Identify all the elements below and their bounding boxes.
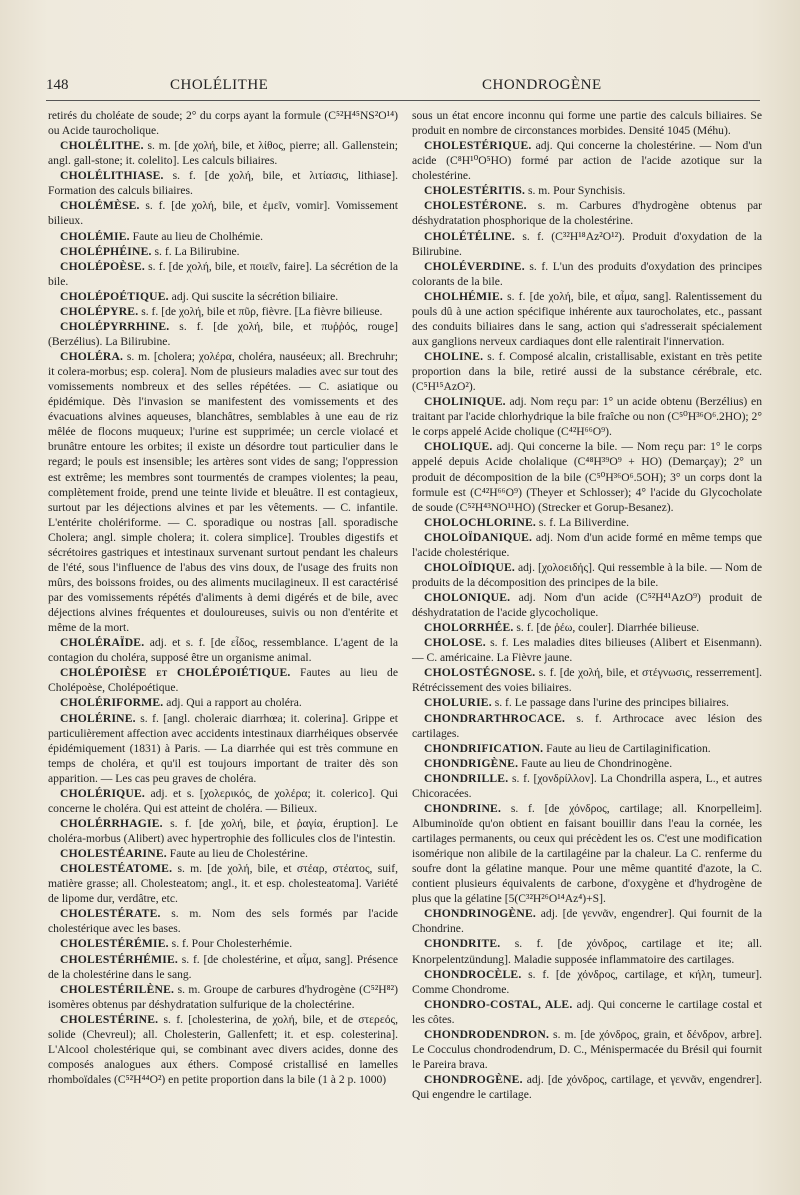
dictionary-entry <box>412 711 762 741</box>
entry-headword: CHOLESTÉRITIS. <box>424 184 526 198</box>
dictionary-entry <box>412 620 762 635</box>
dictionary-entry <box>412 229 762 259</box>
entry-definition: adj. Nom d'un acide (C⁵²H⁴¹AzO⁹) produit de déshydratation de l'acide glycocholique. <box>412 591 762 620</box>
dictionary-entry <box>412 590 762 620</box>
entry-headword: CHOLÉRAÏDE. <box>60 636 145 650</box>
dictionary-entry <box>48 244 398 259</box>
entry-headword: CHOLOÏDIQUE. <box>424 560 515 574</box>
entry-definition: s. f. [de χολή, bile, et στέγνωσις, resserrement]. Rétrécissement des voies biliaires. <box>412 666 762 695</box>
left-column <box>48 108 398 1087</box>
dictionary-entry <box>412 530 762 560</box>
dictionary-entry <box>48 861 398 906</box>
dictionary-entry <box>48 108 398 138</box>
entry-headword: CHOLÉVERDINE. <box>424 259 525 273</box>
dictionary-entry <box>48 906 398 936</box>
entry-headword: CHOLÉRIQUE. <box>60 786 145 800</box>
entry-definition: s. f. Composé alcalin, cristallisable, existant en très petite proportion dans la bile, retiré aussi de la substance cérébrale, etc. (C⁵H¹⁵AzO²). <box>412 350 762 394</box>
entry-headword: CHOLESTÉRATE. <box>60 907 161 921</box>
entry-headword: CHOLOSTÉGNOSE. <box>424 666 536 680</box>
dictionary-entry <box>412 108 762 138</box>
entry-definition: Faute au lieu de Chondrinogène. <box>518 756 673 770</box>
entry-definition: Faute au lieu de Cartilaginification. <box>543 741 711 755</box>
right-running-head: CHONDROGÈNE <box>482 77 602 93</box>
entry-definition: adj. Qui concerne la bile. — Nom reçu par: 1° le corps appelé depuis Acide cholalique (C⁴⁸H³⁹O⁹ + HO) (Demarçay); 2° un produit de décomposition de la bile (C⁵⁰H³⁶O⁶.5OH); 3° un corps dont la formule est (C⁴²H⁶⁶O⁹) (Theyer et Schlosser); 4° l'acide du Glycocholate de soude (C⁵²H⁴³NO¹¹HO) (Strecker et Gorup-Besanez). <box>412 440 762 514</box>
entry-definition: Faute au lieu de Cholestérine. <box>166 847 308 861</box>
entry-headword: CHOLHÉMIE. <box>424 289 503 303</box>
entry-definition: s. f. [de χολή, bile, et ποιεῖν, faire]. La sécrétion de la bile. <box>48 259 398 288</box>
dictionary-entry <box>412 289 762 349</box>
entry-definition: adj. Qui a rapport au choléra. <box>163 696 302 710</box>
entry-headword: CHOLURIE. <box>424 696 492 710</box>
dictionary-entry <box>412 756 762 771</box>
entry-definition: s. f. [angl. choleraic diarrhœa; it. colerina]. Grippe et particulièrement affection avec accidents intestinaux diarrhéiques observée épidémiquement (1831) à Paris. — La diarrhée qui est très commune en temps de choléra, et qu'il est toujours important de traiter dès son apparition. — Les cas peu graves de choléra. <box>48 711 398 785</box>
entry-definition: adj. [de γεννᾶν, engendrer]. Qui fournit de la Chondrine. <box>412 907 762 936</box>
entry-headword: CHOLESTÉRILÈNE. <box>60 982 175 996</box>
dictionary-entry <box>412 936 762 966</box>
entry-headword: CHOLÉRINE. <box>60 711 136 725</box>
dictionary-entry <box>412 349 762 394</box>
entry-definition: adj. et s. f. [de εἶδος, ressemblance. L'agent de la contagion du choléra, supposé être un organisme animal. <box>48 636 398 665</box>
entry-definition: s. m. Carbures d'hydrogène obtenus par déshydratation phosphorique de la cholestérine. <box>412 199 762 228</box>
entry-headword: CHONDRODENDRON. <box>424 1027 550 1041</box>
running-header <box>46 77 760 99</box>
entry-definition: s. m. [de χόνδρος, grain, et δένδρον, arbre]. Le Cocculus chondrodendrum, D. C., Ménispermacée du Brésil qui fournit le Pareira brava. <box>412 1027 762 1071</box>
dictionary-entry <box>412 967 762 997</box>
dictionary-entry <box>412 771 762 801</box>
entry-definition: adj. et s. [χολερικός, de χολέρα; it. colerico]. Qui concerne le choléra. Qui est atteint de choléra. — Bilieux. <box>48 786 398 815</box>
dictionary-entry <box>412 695 762 710</box>
entry-definition: s. f. Arthrocace avec lésion des cartilages. <box>412 711 762 740</box>
dictionary-entry <box>412 183 762 198</box>
entry-definition: s. f. [χονδρίλλον]. La Chondrilla aspera, L., et autres Chicoracées. <box>412 771 762 800</box>
dictionary-entry <box>48 259 398 289</box>
dictionary-entry <box>48 138 398 168</box>
entry-headword: CHOLÉLITHIASE. <box>60 169 164 183</box>
dictionary-entry <box>48 711 398 786</box>
entry-headword: CHOLÉPYRRHINE. <box>60 319 170 333</box>
entry-headword: CHOLESTÉARINE. <box>60 847 167 861</box>
entry-definition: s. m. Pour Synchisis. <box>525 184 626 198</box>
dictionary-entry <box>412 560 762 590</box>
entry-headword: CHONDRINOGÈNE. <box>424 907 536 921</box>
entry-definition: s. f. [de cholestérine, et αἷμα, sang]. Présence de la cholestérine dans le sang. <box>48 952 398 981</box>
entry-definition: adj. Nom reçu par: 1° un acide obtenu (Berzélius) en traitant par l'acide chlorhydrique la bile fraîche ou non (C⁵⁰H³⁶O⁶.2HO); 2° le corps appelé Acide cholique (C⁴²H⁶⁶O⁹). <box>412 395 762 439</box>
dictionary-entry <box>412 259 762 289</box>
entry-headword: CHOLÉPYRE. <box>60 304 139 318</box>
entry-headword: CHOLÉTÉLINE. <box>424 229 515 243</box>
dictionary-entry <box>48 349 398 635</box>
dictionary-entry <box>48 816 398 846</box>
entry-definition: s. f. (C³²H¹⁸Az²O¹²). Produit d'oxydation de la Bilirubine. <box>412 229 762 258</box>
entry-headword: CHONDRIFICATION. <box>424 741 544 755</box>
dictionary-entry <box>412 138 762 183</box>
entry-headword: CHOLÉPHÉINE. <box>60 244 152 258</box>
entry-definition: s. f. [de χολή, bile, et λιτίασις, lithiase]. Formation des calculs biliaires. <box>48 169 398 198</box>
entry-headword: CHONDRILLE. <box>424 771 509 785</box>
entry-definition: s. f. Pour Cholesterhémie. <box>168 937 293 951</box>
entry-definition: adj. [χολοειδής]. Qui ressemble à la bile. — Nom de produits de la décomposition des principes de la bile. <box>412 560 762 589</box>
entry-definition: s. m. [de χολή, bile, et λίθος, pierre; all. Gallenstein; angl. gall-stone; it. colelito]. Les calculs biliaires. <box>48 139 398 168</box>
entry-headword: CHOLÉPOIÈSE et CHOLÉPOIÉTIQUE. <box>60 666 291 680</box>
entry-definition: s. f. [de χόνδρος, cartilage; all. Knorpelleim]. Albuminoïde qu'on obtient en faisant bouillir dans l'eau la cornée, les cartilages permanents, ou ceux qui précèdent les os. C'est une modification isomérique non alibile de la cartilagéine par la chaleur. La C. renferme du soufre dont la gélatine manque. Pour une même quantité d'azote, la C. contient plusieurs équivalents de carbone, d'oxygène et d'hydrogène de plus que la gélatine [5(C³²H²⁶O¹⁴Az⁴)+S]. <box>412 801 762 906</box>
entry-definition: s. f. La Biliverdine. <box>536 515 630 529</box>
entry-definition: s. f. [de χολή, bile et πῦρ, fièvre. [La fièvre bilieuse. <box>138 304 383 318</box>
entry-headword: CHOLONIQUE. <box>424 591 511 604</box>
entry-definition: s. f. [de ῥέω, couler]. Diarrhée bilieuse. <box>513 621 700 635</box>
entry-definition: adj. Qui concerne le cartilage costal et les côtes. <box>412 997 762 1026</box>
dictionary-entry <box>412 906 762 936</box>
dictionary-entry <box>412 198 762 228</box>
entry-headword: CHOLOCHLORINE. <box>424 515 536 529</box>
dictionary-entry <box>412 439 762 514</box>
dictionary-entry <box>412 665 762 695</box>
entry-headword: CHONDRITE. <box>424 937 501 951</box>
entry-headword: CHOLINIQUE. <box>424 395 506 409</box>
entry-definition: s. f. [de χολή, bile, et αἷμα, sang]. Ralentissement du pouls dû à une action spécifique inhérente aux taurocholates, etc., passant des conduits biliaires dans le sang, action qui s'adresserait spécialement aux ganglions nerveux cardiaques dont elle ralentirait l'innervation. <box>412 289 762 348</box>
dictionary-entry <box>48 168 398 198</box>
entry-headword: CHOLÉRIFORME. <box>60 696 164 710</box>
entry-headword: CHOLIQUE. <box>424 440 493 454</box>
page-number: 148 <box>46 77 69 93</box>
dictionary-entry <box>412 741 762 756</box>
entry-headword: CHOLÉLITHE. <box>60 139 144 153</box>
entry-definition: s. f. [de χόνδρος, cartilage, et κήλη, tumeur]. Comme Chondrome. <box>412 967 762 996</box>
dictionary-entry <box>412 1072 762 1102</box>
left-running-head: CHOLÉLITHE <box>170 77 269 93</box>
dictionary-entry <box>48 665 398 695</box>
dictionary-entry <box>412 801 762 906</box>
entry-definition: s. m. [de χολή, bile, et στέαρ, στέατος, suif, matière grasse; all. Cholesteatom; angl., it. et esp. cholesteatoma]. Variété de lipome dur, verdâtre, etc. <box>48 862 398 906</box>
dictionary-entry <box>412 1027 762 1072</box>
entry-definition: s. f. [de χολή, bile, et ἐμεῖν, vomir]. Vomissement bilieux. <box>48 199 398 228</box>
entry-headword: CHONDROCÈLE. <box>424 967 522 981</box>
entry-definition: s. f. La Bilirubine. <box>151 244 240 258</box>
entry-definition: sous un état encore inconnu qui forme une partie des calculs biliaires. Se produit en nombre de circonstances morbides. Densité 1045 (Méhu). <box>412 109 762 138</box>
entry-definition: s. f. L'un des produits d'oxydation des principes colorants de la bile. <box>412 259 762 288</box>
right-column <box>412 108 762 1102</box>
entry-definition: Fautes au lieu de Cholépoèse, Cholépoétique. <box>48 666 398 695</box>
entry-headword: CHONDROGÈNE. <box>424 1073 523 1086</box>
dictionary-entry <box>48 319 398 349</box>
entry-definition: s. m. [cholera; χολέρα, choléra, nauséeux; all. Brechruhr; it colera-morbus; esp. colera]. Nom de plusieurs maladies avec sur tout des vomissements nombreux et des selles répétées. — C. asiatique ou épidémique. Dès l'invasion se manifestent des vomissements et des évacuations alvines aqueuses, blanchâtres, semblables à une eau de riz mêlée de flocons muqueux; l'urine est supprimée; un cercle violacé et brunâtre entoure les orbites; il existe un désordre tout particulier dans le regard; le pouls est insensible; les artères sont vides de sang; l'oppression est extrême; les membres sont tourmentés de crampes violentes; la peau, complètement froide, prend une teinte livide et bleuâtre. Il est contagieux, surtout par les déjections alvines et par les vêtements. — C. infantile. L'entérite cholériforme. — C. sporadique ou nostras [all. sporadische Cholera; angl. simple cholera; it. colera simplice]. Troubles digestifs et sécrétoires gastriques et intestinaux survenant surtout pendant les chaleurs de l'été, sous l'influence de l'abus des vins doux, de l'usage des fruits non mûrs, des boissons froides, ou des aliments mucilagineux. Il est caractérisé par des vomissements répétés d'aliments à demi digérés et de bile, avec déjections alvines fréquentes et douloureuses, suivis ou non d'entérite et même de la mort. <box>48 350 398 635</box>
entry-definition: adj. Qui suscite la sécrétion biliaire. <box>168 289 339 303</box>
entry-headword: CHOLESTÉRHÉMIE. <box>60 952 178 966</box>
dictionary-entry <box>48 846 398 861</box>
entry-definition: s. f. Le passage dans l'urine des principes biliaires. <box>491 696 729 710</box>
entry-definition: s. f. [cholesterina, de χολή, bile, et de στερεός, solide (Chevreul); all. Cholesterin, Gallenfett; it. et esp. colesterina]. L'Alcool cholestérique qui, se combinant avec divers acides, donne des composés analogues aux éthers. Composé cristallisé en lamelles rhomboïdales (C⁵²H⁴⁴O²) en petite proportion dans la bile (1 à 2 p. 1000) <box>48 1012 398 1086</box>
entry-definition: s. f. [de χολή, bile, et ῥαγία, éruption]. Le choléra-morbus (Alibert) avec hypertrophie des follicules clos de l'intestin. <box>48 816 398 845</box>
dictionary-entry <box>48 635 398 665</box>
dictionary-entry <box>48 936 398 951</box>
entry-headword: CHOLÉRA. <box>60 350 124 363</box>
entry-definition: adj. Nom d'un acide formé en même temps que l'acide cholestérique. <box>412 530 762 559</box>
entry-definition: s. m. Groupe de carbures d'hydrogène (C⁵²H⁸²) isomères obtenus par déshydratation sulfurique de la cholectérine. <box>48 982 398 1011</box>
entry-definition: s. f. [de χόνδρος, cartilage et ite; all. Knorpelentzündung]. Maladie supposée inflammatoire des cartilages. <box>412 937 762 966</box>
entry-headword: CHOLESTÉRONE. <box>424 199 527 213</box>
entry-headword: CHOLÉPOÈSE. <box>60 259 145 273</box>
entry-headword: CHOLOSE. <box>424 636 486 650</box>
dictionary-entry <box>412 394 762 439</box>
entry-definition: s. f. [de χολή, bile, et πυῤῥός, rouge] (Berzélius). La Bilirubine. <box>48 319 398 348</box>
entry-definition: s. f. Les maladies dites bilieuses (Alibert et Eisenmann). — C. américaine. La Fièvre jaune. <box>412 636 762 665</box>
entry-headword: CHONDRIGÈNE. <box>424 756 519 770</box>
entry-headword: CHOLOÏDANIQUE. <box>424 530 533 544</box>
dictionary-entry <box>48 198 398 228</box>
entry-headword: CHOLÉPOÉTIQUE. <box>60 289 169 303</box>
entry-headword: CHOLÉMIE. <box>60 229 130 243</box>
entry-headword: CHOLORRHÉE. <box>424 621 514 635</box>
dictionary-entry <box>412 635 762 665</box>
dictionary-entry <box>48 952 398 982</box>
entry-headword: CHONDRARTHROCACE. <box>424 711 566 725</box>
entry-definition: retirés du choléate de soude; 2° du corps ayant la formule (C⁵²H⁴⁵NS²O¹⁴) ou Acide taurocholique. <box>48 109 398 138</box>
entry-headword: CHOLESTÉRÉMIE. <box>60 937 169 951</box>
dictionary-entry <box>48 695 398 710</box>
entry-definition: Faute au lieu de Cholhémie. <box>129 229 264 243</box>
entry-headword: CHOLESTÉRIQUE. <box>424 139 532 153</box>
dictionary-entry <box>48 229 398 244</box>
entry-headword: CHONDRO-COSTAL, ALE. <box>424 997 573 1011</box>
dictionary-entry <box>48 982 398 1012</box>
dictionary-entry <box>48 786 398 816</box>
entry-headword: CHONDRINE. <box>424 801 502 815</box>
dictionary-entry <box>48 1012 398 1087</box>
dictionary-entry <box>412 997 762 1027</box>
dictionary-entry <box>48 289 398 304</box>
entry-definition: adj. [de χόνδρος, cartilage, et γεννᾶν, engendrer]. Qui engendre le cartilage. <box>412 1073 762 1102</box>
header-rule <box>46 100 760 101</box>
dictionary-entry <box>412 515 762 530</box>
entry-definition: s. m. Nom des sels formés par l'acide cholestérique avec les bases. <box>48 907 398 936</box>
entry-headword: CHOLÉRRHAGIE. <box>60 816 163 830</box>
entry-definition: adj. Qui concerne la cholestérine. — Nom d'un acide (C⁸H¹⁰O⁵HO) formé par action de l'acide azotique sur la cholestérine. <box>412 139 762 183</box>
entry-headword: CHOLINE. <box>424 350 484 363</box>
entry-headword: CHOLESTÉRINE. <box>60 1012 159 1026</box>
entry-headword: CHOLÉMÈSE. <box>60 199 140 213</box>
dictionary-entry <box>48 304 398 319</box>
entry-headword: CHOLESTÉATOME. <box>60 862 173 876</box>
